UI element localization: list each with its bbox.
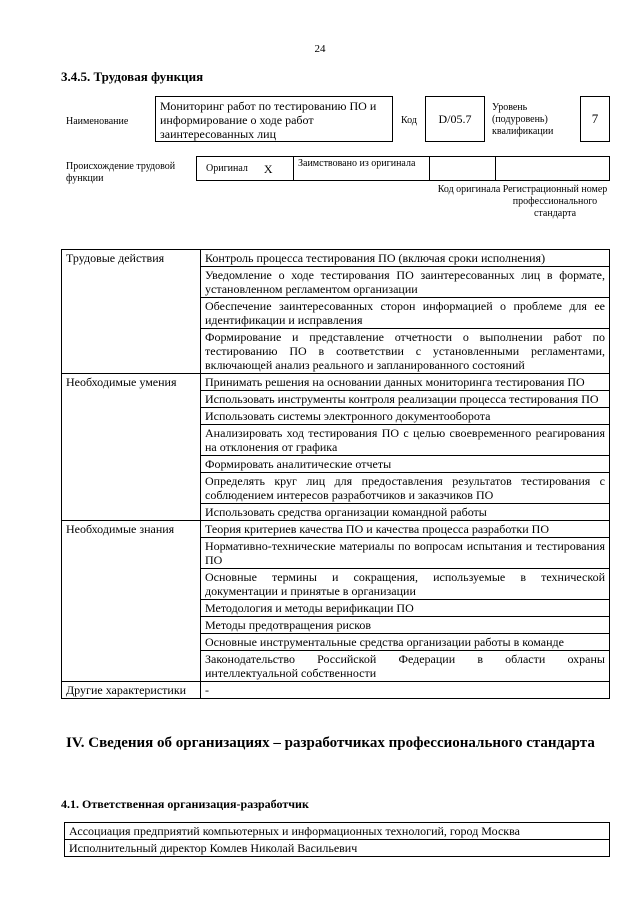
table-text-cell: Определять круг лиц для предоставления результатов тестирования с соблюдением интересов разработчиков и заказчиков ПО xyxy=(201,473,610,504)
code-label: Код xyxy=(401,115,417,126)
section-heading: 3.4.5. Трудовая функция xyxy=(61,69,204,84)
table-row xyxy=(62,374,610,391)
section-four-heading: IV. Сведения об организациях – разработчиках профессионального стандарта xyxy=(66,735,595,751)
table-text-cell: Принимать решения на основании данных мониторинга тестирования ПО xyxy=(201,374,610,391)
table-category-cell: Трудовые действия xyxy=(62,250,201,374)
table-text-cell: Обеспечение заинтересованных сторон информацией о проблеме для ее идентификации и исправления xyxy=(201,298,610,329)
page-number: 24 xyxy=(314,43,326,55)
table-row xyxy=(62,250,610,267)
name-label: Наименование xyxy=(66,116,129,127)
table-text-cell: Формировать аналитические отчеты xyxy=(201,456,610,473)
table-text-cell: Нормативно-технические материалы по вопросам испытания и тестирования ПО xyxy=(201,538,610,569)
code-value-box: D/05.7 xyxy=(425,96,485,142)
table-category-cell: Необходимые знания xyxy=(62,521,201,682)
table-text-cell: Методология и методы верификации ПО xyxy=(201,600,610,617)
table-text-cell: Использовать системы электронного документооборота xyxy=(201,408,610,425)
table-text-cell: Использовать инструменты контроля реализации процесса тестирования ПО xyxy=(201,391,610,408)
developer-organization: Ассоциация предприятий компьютерных и информационных технологий, город Москва xyxy=(65,823,610,840)
table-text-cell: Уведомление о ходе тестирования ПО заинтересованных лиц в формате, установленном регламентом организации xyxy=(201,267,610,298)
origin-label: Происхождение трудовой функции xyxy=(66,161,176,184)
table-category-cell: Другие характеристики xyxy=(62,682,201,699)
qualification-level-label: Уровень (подуровень) квалификации xyxy=(492,102,554,137)
table-text-cell: Законодательство Российской Федерации в области охраны интеллектуальной собственности xyxy=(201,651,610,682)
function-name-box: Мониторинг работ по тестированию ПО и информирование о ходе работ заинтересованных лиц xyxy=(155,96,393,142)
origin-borrowed-cell xyxy=(294,157,430,180)
table-text-cell: Теория критериев качества ПО и качества процесса разработки ПО xyxy=(201,521,610,538)
table-text-cell: Анализировать ход тестирования ПО с целью своевременного реагирования на отклонения от графика xyxy=(201,425,610,456)
original-mark: X xyxy=(263,161,273,176)
developer-table xyxy=(64,822,610,857)
labor-function-table xyxy=(61,249,610,699)
developer-org-row xyxy=(65,823,610,840)
developer-director-row xyxy=(65,840,610,857)
table-text-cell: Использовать средства организации командной работы xyxy=(201,504,610,521)
origin-reg-cell xyxy=(496,157,609,180)
table-text-cell: - xyxy=(201,682,610,699)
table-text-cell: Формирование и представление отчетности о выполнении работ по тестированию ПО в соответствии с установленными регламентами, включающей анализ реального и запланированного состояний xyxy=(201,329,610,374)
table-row xyxy=(62,521,610,538)
table-text-cell: Методы предотвращения рисков xyxy=(201,617,610,634)
subsection-heading: 4.1. Ответственная организация-разработчик xyxy=(61,797,309,811)
borrowed-label: Заимствовано из оригинала xyxy=(298,158,416,169)
origin-code-cell xyxy=(430,157,496,180)
table-text-cell: Контроль процесса тестирования ПО (включая сроки исполнения) xyxy=(201,250,610,267)
table-category-cell: Необходимые умения xyxy=(62,374,201,521)
developer-director: Исполнительный директор Комлев Николай Васильевич xyxy=(65,840,610,857)
registration-number-caption: Регистрационный номер профессионального стандарта xyxy=(502,184,608,219)
origin-table xyxy=(196,156,610,181)
original-label: Оригинал xyxy=(206,162,248,174)
origin-original-cell xyxy=(197,157,294,180)
table-text-cell: Основные инструментальные средства организации работы в команде xyxy=(201,634,610,651)
table-text-cell: Основные термины и сокращения, используемые в технической документации и принятые в организации xyxy=(201,569,610,600)
qualification-level-box: 7 xyxy=(580,96,610,142)
original-code-caption: Код оригинала xyxy=(437,184,501,195)
table-row xyxy=(62,682,610,699)
